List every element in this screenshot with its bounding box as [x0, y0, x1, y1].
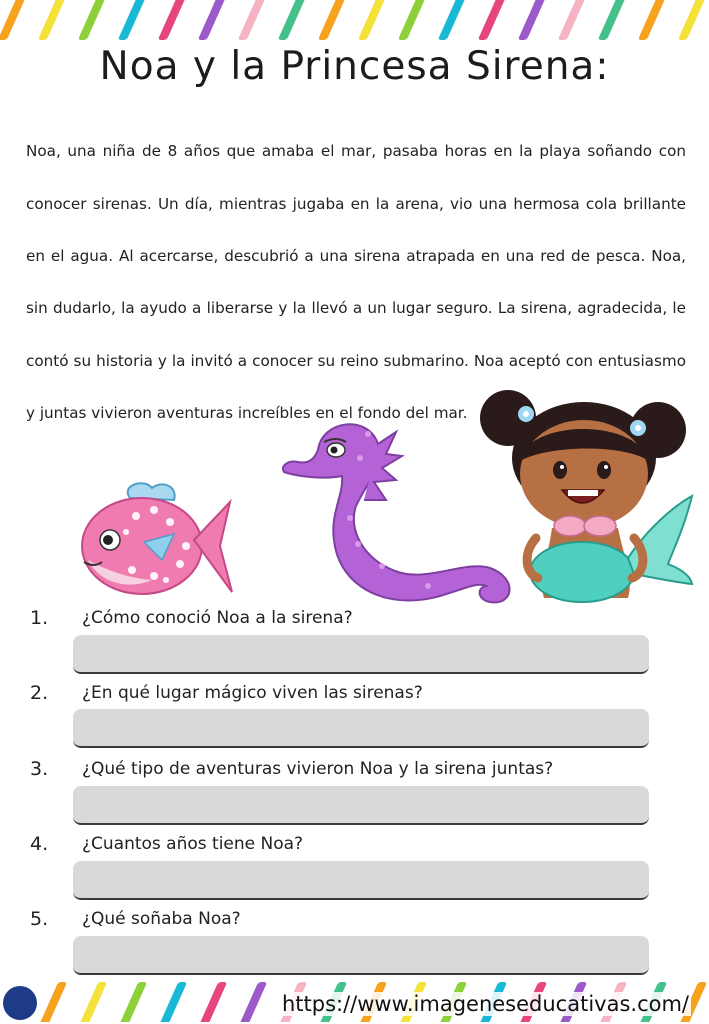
border-stripe: [38, 982, 67, 1022]
border-stripe: [238, 982, 267, 1022]
border-stripe: [158, 982, 187, 1022]
border-stripe: [478, 0, 507, 40]
border-stripe: [198, 0, 227, 40]
border-stripe: [198, 982, 227, 1022]
border-stripe: [678, 0, 707, 40]
border-stripe: [398, 0, 427, 40]
question-text: ¿Qué tipo de aventuras vivieron Noa y la sirena juntas?: [82, 759, 554, 779]
question-number: 1.: [30, 607, 49, 629]
site-logo-icon: [3, 986, 37, 1020]
border-stripe: [318, 0, 347, 40]
border-stripe: [558, 0, 587, 40]
border-stripe: [38, 0, 67, 40]
border-stripe: [0, 0, 27, 40]
footer-url[interactable]: https://www.imageneseducativas.com/: [281, 992, 689, 1016]
question-number: 5.: [30, 908, 49, 930]
mermaid-illustration: [478, 378, 694, 603]
question-number: 2.: [30, 682, 49, 704]
border-stripe: [238, 0, 267, 40]
border-stripe: [358, 0, 387, 40]
question-number: 3.: [30, 758, 49, 780]
fish-illustration: [70, 480, 235, 605]
border-stripe: [78, 0, 107, 40]
question-text: ¿En qué lugar mágico viven las sirenas?: [82, 683, 423, 703]
page-title: Noa y la Princesa Sirena:: [99, 44, 610, 89]
border-stripe: [638, 0, 667, 40]
answer-field[interactable]: [73, 936, 649, 975]
border-stripe: [118, 0, 147, 40]
border-stripe: [518, 0, 547, 40]
border-stripe: [598, 0, 627, 40]
border-stripe: [158, 0, 187, 40]
border-stripe: [78, 982, 107, 1022]
question-text: ¿Qué soñaba Noa?: [82, 909, 241, 929]
top-stripe-border: [0, 0, 709, 40]
question-text: ¿Cómo conoció Noa a la sirena?: [82, 608, 353, 628]
answer-field[interactable]: [73, 635, 649, 674]
answer-field[interactable]: [73, 861, 649, 900]
answer-field[interactable]: [73, 709, 649, 748]
border-stripe: [118, 982, 147, 1022]
answer-field[interactable]: [73, 786, 649, 825]
border-stripe: [278, 0, 307, 40]
border-stripe: [438, 0, 467, 40]
question-text: ¿Cuantos años tiene Noa?: [82, 834, 304, 854]
question-number: 4.: [30, 833, 49, 855]
story-text: Noa, una niña de 8 años que amaba el mar, pasaba horas en la playa soñando con conocer sirenas. Un día, mientras jugaba en la arena, vio una hermosa cola brillante en el agua. Al acercarse, descubrió a una sirena atrapada en una red de pesca. Noa, sin dudarlo, la ayudo a liberarse y la llevó a un lugar seguro. La sirena, agradecida, le contó su historia y la invitó a conocer su reino submarino. Noa aceptó con entusiasmo y juntas vivieron aventuras increíbles en el fondo del mar.: [26, 142, 686, 423]
